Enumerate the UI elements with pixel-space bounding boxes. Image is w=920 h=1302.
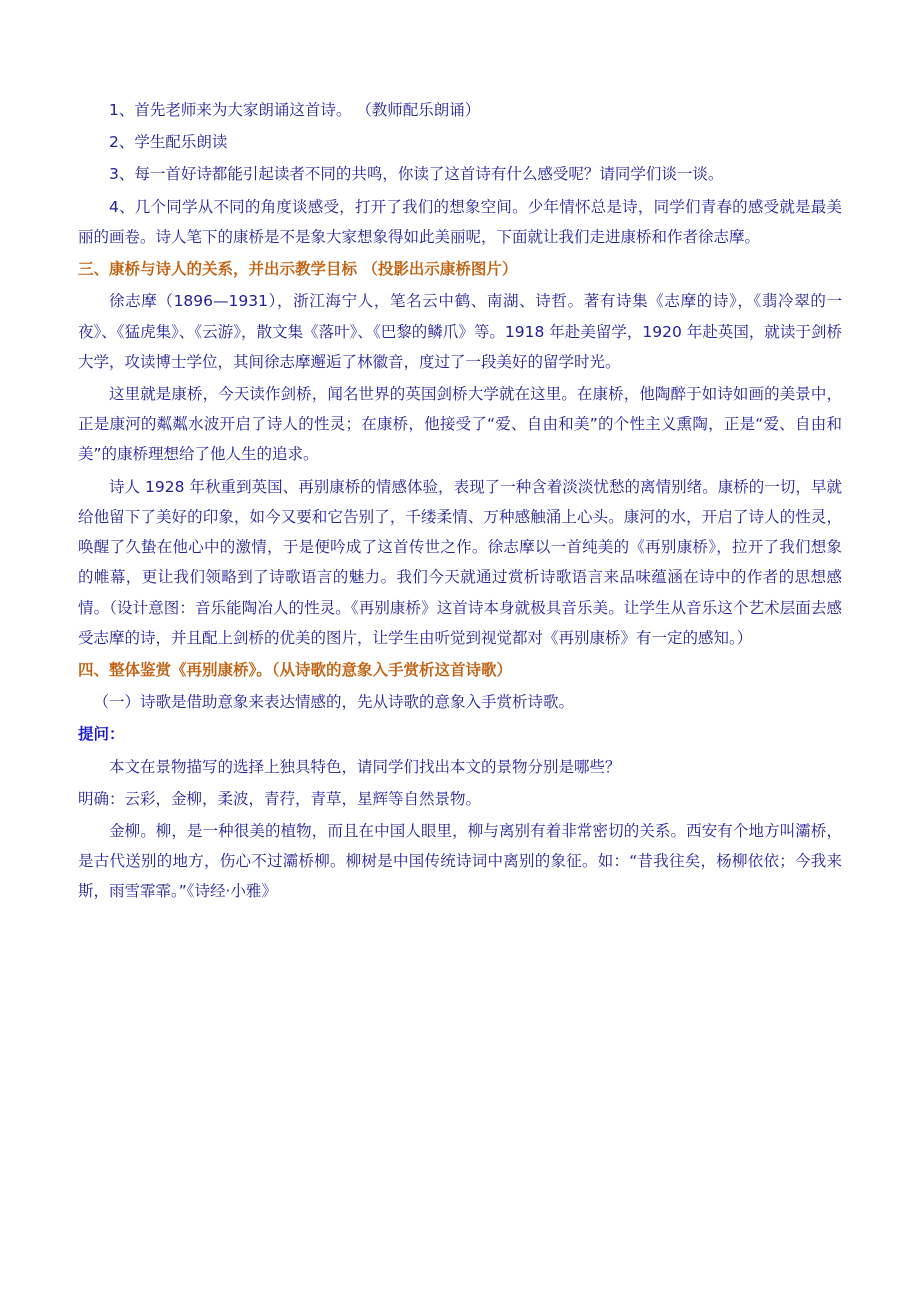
paragraph-imagery-intro: （一）诗歌是借助意象来表达情感的，先从诗歌的意象入手赏析诗歌。 — [93, 693, 575, 712]
paragraph-step-1: 1、首先老师来为大家朗诵这首诗。 （教师配乐朗诵） — [109, 101, 481, 119]
section-heading-four: 四、整体鉴赏《再别康桥》。（从诗歌的意象入手赏析这首诗歌） — [78, 660, 513, 679]
paragraph-author-bio: 徐志摩（1896—1931），浙江海宁人，笔名云中鹤、南湖、诗哲。著有诗集《志摩的诗》，《翡冷翠的一夜》、《猛虎集》、《云游》，散文集《落叶》、《巴黎的鳞爪》等。1918 年赴美留学，1920 年赴英国，就读于剑桥大学，攻读博士学位，其间徐志摩邂逅了林徽音，度过了一段美好的留学时光。 — [78, 292, 842, 371]
paragraph-golden-willow: 金柳。柳，是一种很美的植物，而且在中国人眼里，柳与离别有着非常密切的关系。西安有个地方叫灞桥，是古代送别的地方，伤心不过灞桥柳。柳树是中国传统诗词中离别的象征。如：“昔我往矣，杨柳依依；今我来斯，雨雪霏霏。”《诗经·小雅》 — [78, 822, 842, 901]
document-body — [78, 95, 842, 907]
paragraph-emotion-analysis: 诗人 1928 年秋重到英国、再别康桥的情感体验，表现了一种含着淡淡忧愁的离情别绪。康桥的一切，早就给他留下了美好的印象，如今又要和它告别了，千缕柔情、万种感触涌上心头。康河的水，开启了诗人的性灵，唤醒了久蛰在他心中的激情，于是便吟成了这首传世之作。徐志摩以一首纯美的《再别康桥》，拉开了我们想象的帷幕，更让我们领略到了诗歌语言的魅力。我们今天就通过赏析诗歌语言来品味蕴涵在诗中的作者的思想感情。（设计意图：音乐能陶冶人的性灵。《再别康桥》这首诗本身就极具音乐美。让学生从音乐这个艺术层面去感受志摩的诗，并且配上剑桥的优美的图片，让学生由听觉到视觉都对《再别康桥》有一定的感知。） — [78, 477, 842, 647]
paragraph-cambridge-intro: 这里就是康桥，今天读作剑桥，闻名世界的英国剑桥大学就在这里。在康桥，他陶醉于如诗如画的美景中，正是康河的粼粼水波开启了诗人的性灵；在康桥，他接受了“爱、自由和美”的个性主义熏陶，正是“爱、自由和美”的康桥理想给了他人生的追求。 — [78, 384, 842, 464]
subheading-question: 提问： — [78, 725, 125, 744]
paragraph-step-4: 4、几个同学从不同的角度谈感受，打开了我们的想象空间。少年情怀总是诗，同学们青春的感受就是最美丽的画卷。诗人笔下的康桥是不是象大家想象得如此美丽呢，下面就让我们走进康桥和作者徐志摩。 — [78, 197, 842, 246]
paragraph-step-2: 2、学生配乐朗读 — [109, 133, 228, 152]
section-heading-three: 三、康桥与诗人的关系，并出示教学目标 （投影出示康桥图片） — [78, 260, 518, 279]
paragraph-answer-text: 明确：云彩，金柳，柔波，青荇，青草，星辉等自然景物。 — [78, 789, 482, 808]
paragraph-step-3: 3、每一首好诗都能引起读者不同的共鸣，你读了这首诗有什么感受呢？请同学们谈一谈。 — [109, 165, 724, 184]
paragraph-question-text: 本文在景物描写的选择上独具特色，请同学们找出本文的景物分别是哪些？ — [109, 757, 621, 776]
